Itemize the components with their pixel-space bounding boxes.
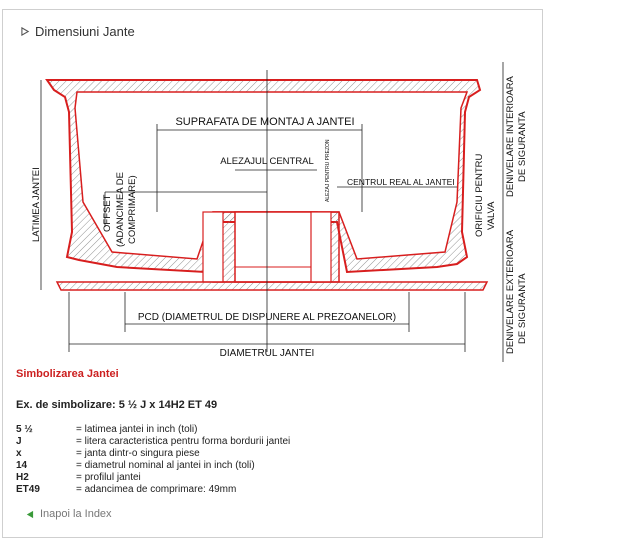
legend-row (16, 460, 290, 472)
legend-desc: = adancimea de comprimare: 49mm (76, 484, 237, 495)
content-panel (2, 9, 543, 538)
label-center-bore: ALEZAJUL CENTRAL (220, 156, 314, 167)
symbolization-example: Ex. de simbolizare: 5 ½ J x 14H2 ET 49 (16, 399, 218, 411)
legend-desc: = janta dintr-o singura piese (76, 448, 200, 459)
legend-desc: = litera caracteristica pentru forma bordurii jantei (76, 436, 291, 447)
legend-key: 5 ½ (16, 424, 33, 435)
legend-desc: = profilul jantei (76, 472, 141, 483)
legend-desc: = latimea jantei in inch (toli) (76, 424, 198, 435)
label-outer-hump: DENIVELARE EXTERIOARA (505, 229, 516, 354)
legend-key: H2 (16, 472, 29, 483)
back-to-index-link[interactable] (25, 508, 112, 520)
label-offset-sub1: (ADANCIMEA DE (115, 172, 126, 247)
panel-header (21, 24, 135, 39)
page-title: Dimensiuni Jante (35, 24, 135, 39)
arrow-right-icon (21, 27, 30, 36)
label-offset-sub2: COMPRIMARE) (127, 175, 138, 244)
label-mounting-surface: SUPRAFATA DE MONTAJ A JANTEI (175, 116, 355, 128)
back-link-label: Inapoi la Index (40, 508, 112, 520)
legend-key: J (16, 436, 22, 447)
legend-row (16, 424, 290, 436)
label-outer-hump-sub: DE SIGURANTA (517, 273, 528, 344)
legend-row (16, 472, 290, 484)
label-valve-hole: ORIFICIU PENTRU (474, 153, 485, 237)
legend-row (16, 448, 290, 460)
label-bolt-bore: ALEZAJ PENTRU PREZON (325, 139, 331, 202)
arrow-left-icon (25, 510, 34, 519)
label-inner-hump-sub: DE SIGURANTA (517, 111, 528, 182)
legend-row (16, 484, 290, 496)
rim-dimensions-diagram (17, 52, 532, 362)
legend-key: 14 (16, 460, 28, 471)
legend-desc: = diametrul nominal al jantei in inch (toli) (76, 460, 255, 471)
label-rim-width: LATIMEA JANTEI (31, 167, 42, 242)
legend-key: ET49 (16, 484, 40, 495)
legend-row (16, 436, 290, 448)
label-real-center: CENTRUL REAL AL JANTEI (347, 177, 455, 187)
label-valve: VALVA (486, 201, 497, 230)
legend-key: x (16, 448, 22, 459)
label-inner-hump: DENIVELARE INTERIOARA (505, 76, 516, 197)
label-offset: OFFSET (102, 194, 113, 232)
label-rim-diameter: DIAMETRUL JANTEI (219, 348, 315, 359)
label-pcd: PCD (DIAMETRUL DE DISPUNERE AL PREZOANELOR) (137, 312, 397, 323)
section-title: Simbolizarea Jantei (16, 368, 119, 380)
legend-list (16, 424, 290, 496)
